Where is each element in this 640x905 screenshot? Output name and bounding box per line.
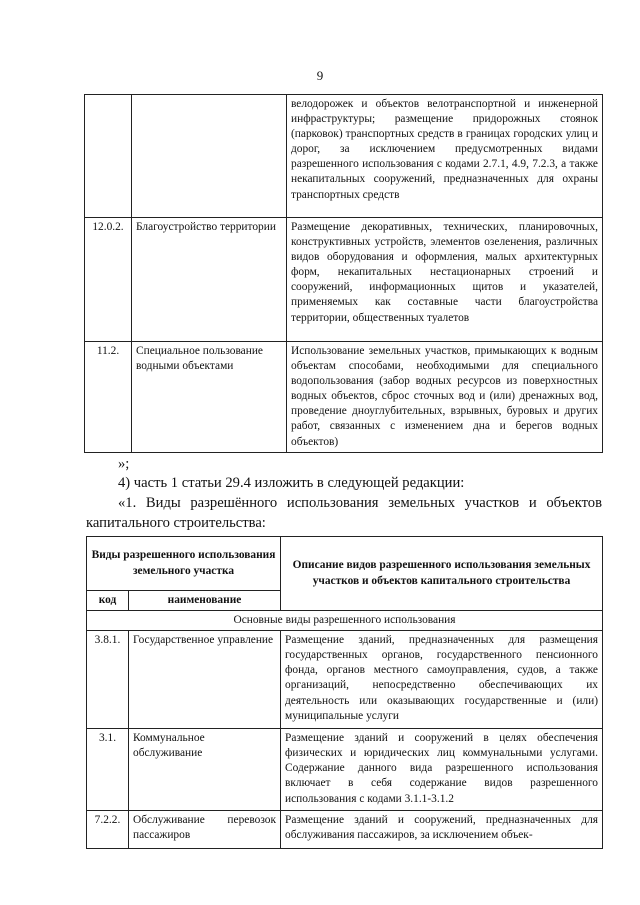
row-name: Благоустройство территории bbox=[132, 218, 287, 342]
article-29-4-part-1: «1. Виды разрешённого использования земельных участков и объектов капитального строительства: bbox=[86, 495, 602, 531]
table-row bbox=[85, 95, 603, 218]
row-code bbox=[85, 95, 132, 218]
row-code: 7.2.2. bbox=[87, 811, 129, 849]
row-code: 3.8.1. bbox=[87, 631, 129, 729]
row-description: Использование земельных участков, примыкающих к водным объектам способами, необходимыми для специального водопользования (забор водных ресурсов из поверхностных водных объектов, сброс сточных вод и (или) дренажных вод, проведение дноуглубительных, взрывных, буровых и других работ, связанных с изменением дна и берегов водных объектов) bbox=[287, 342, 603, 453]
header-description: Описание видов разрешенного использования земельных участков и объектов капитального строительства bbox=[281, 537, 603, 611]
row-code: 3.1. bbox=[87, 729, 129, 811]
table-row bbox=[87, 729, 603, 811]
header-land-use-types: Виды разрешенного использования земельного участка bbox=[87, 537, 281, 591]
row-description: Размещение декоративных, технических, планировочных, конструктивных устройств, элементов озеленения, различных видов оборудования и оформления, малых архитектурных форм, некапитальных нестационарных строений и сооружений, информационных щитов и указателей, применяемых как составные части благоустройства территории, общественных туалетов bbox=[287, 218, 603, 342]
row-name bbox=[132, 95, 287, 218]
row-code: 12.0.2. bbox=[85, 218, 132, 342]
land-use-types-table bbox=[86, 536, 603, 849]
table-row bbox=[85, 218, 603, 342]
row-description: Размещение зданий, предназначенных для размещения государственных органов, государственного пенсионного фонда, органов местного самоуправления, судов, а также организаций, непосредственно обеспечивающих их деятельность или оказывающих государственные и (или) муниципальные услуги bbox=[281, 631, 603, 729]
row-name: Коммунальное обслуживание bbox=[129, 729, 281, 811]
section-title: Основные виды разрешенного использования bbox=[87, 611, 603, 631]
page-number: 9 bbox=[316, 68, 324, 83]
row-description: велодорожек и объектов велотранспортной и инженерной инфраструктуры; размещение придорожных стоянок (парковок) транспортных средств в границах городских улиц и дорог, за исключением предусмотренных видами разрешенного использования с кодами 2.7.1, 4.9, 7.2.3, а также некапитальных сооружений, предназначенных для охраны транспортных средств bbox=[287, 95, 603, 218]
row-name: Обслуживание перевозок пассажиров bbox=[129, 811, 281, 849]
row-code: 11.2. bbox=[85, 342, 132, 453]
table-row bbox=[87, 811, 603, 849]
table-row bbox=[87, 631, 603, 729]
land-use-table-continued bbox=[84, 94, 603, 453]
row-name: Специальное пользование водными объектами bbox=[132, 342, 287, 453]
row-description: Размещение зданий и сооружений, предназначенных для обслуживания пассажиров, за исключением объек- bbox=[281, 811, 603, 849]
row-description: Размещение зданий и сооружений в целях обеспечения физических и юридических лиц коммунальными услугами. Содержание данного вида разрешенного использования включает в себя содержание видов разрешенного использования с кодами 3.1.1-3.1.2 bbox=[281, 729, 603, 811]
table-row bbox=[85, 342, 603, 453]
header-code: код bbox=[87, 591, 129, 611]
closing-quote: »; bbox=[118, 456, 130, 472]
header-name: наименование bbox=[129, 591, 281, 611]
amendment-item-4: 4) часть 1 статьи 29.4 изложить в следующей редакции: bbox=[118, 475, 465, 491]
row-name: Государственное управление bbox=[129, 631, 281, 729]
